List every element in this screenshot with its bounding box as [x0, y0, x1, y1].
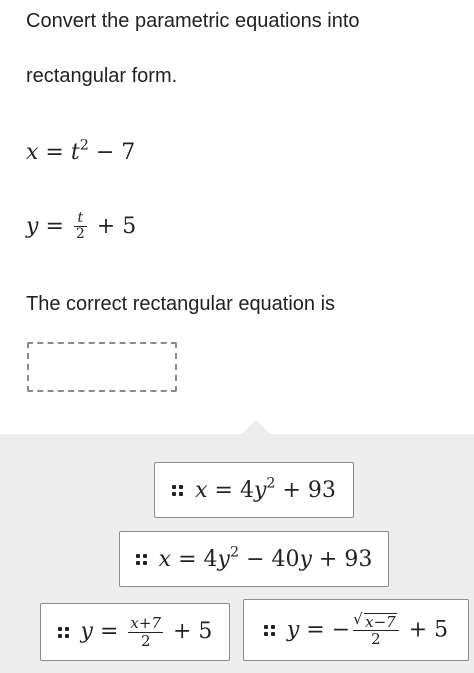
tile4-frac-den: 2: [371, 630, 381, 648]
choice-tile-3[interactable]: [40, 603, 230, 661]
tile4-lhs: y: [286, 617, 300, 642]
tile4-frac-num: [353, 613, 399, 632]
eq-x-lhs: x: [26, 140, 39, 165]
tile1-var: y: [253, 477, 267, 503]
tile4-sign: −: [331, 617, 351, 642]
eq-y-lhs: y: [26, 213, 39, 239]
drag-handle-icon[interactable]: [264, 625, 275, 636]
drag-handle-icon[interactable]: [58, 627, 69, 638]
tray-pointer: [242, 420, 270, 434]
answer-drop-zone[interactable]: [27, 342, 177, 392]
eq-y-frac-num: t: [74, 211, 87, 227]
tile3-lhs: y: [80, 619, 93, 644]
tile2-rest: − 40: [246, 546, 300, 572]
tile2-equals: =: [178, 546, 197, 572]
tile4-radicand: x−7: [365, 612, 396, 631]
eq-x-equals: =: [45, 140, 64, 165]
tile1-lhs: x: [195, 477, 208, 503]
tile1-exp: 2: [266, 475, 276, 492]
tile2-lhs: x: [158, 546, 172, 572]
tile1-rest: + 93: [282, 477, 336, 503]
drag-handle-icon[interactable]: [172, 485, 183, 496]
question-prompt-line-2: rectangular form.: [26, 65, 178, 87]
tile2-var: y: [217, 546, 230, 572]
choice-tile-4[interactable]: [243, 599, 469, 661]
tile3-frac-num: x+7: [130, 614, 161, 632]
eq-y-rest: + 5: [96, 213, 137, 239]
equation-x: [26, 139, 135, 167]
answer-prompt: The correct rectangular equation is: [26, 293, 336, 315]
drag-handle-icon[interactable]: [136, 554, 147, 565]
tile2-var2: y: [299, 546, 312, 572]
choice-tile-2[interactable]: [119, 531, 389, 587]
eq-y-fraction: [74, 211, 87, 243]
tile1-coef: 4: [239, 477, 254, 503]
tile3-rest: + 5: [173, 619, 213, 644]
eq-x-exponent: 2: [79, 137, 89, 154]
question-prompt-line-1: Convert the parametric equations into: [26, 10, 360, 32]
sqrt-symbol-icon: [355, 613, 397, 631]
eq-y-equals: =: [45, 213, 64, 239]
equation-y: [26, 211, 136, 243]
eq-y-frac-den: 2: [75, 226, 85, 243]
tile4-rest: + 5: [408, 617, 449, 642]
tile1-equals: =: [214, 477, 233, 503]
choice-tile-1[interactable]: [154, 462, 354, 518]
tile3-frac-den: 2: [140, 631, 151, 650]
eq-x-rest: − 7: [95, 140, 136, 165]
tile4-equals: =: [306, 617, 325, 642]
tile2-exp: 2: [229, 544, 240, 561]
tile3-equals: =: [99, 619, 119, 644]
eq-x-base: t: [70, 140, 80, 165]
tile2-coef: 4: [203, 546, 218, 572]
tile3-fraction: [128, 615, 163, 649]
tile2-rest2: + 93: [318, 546, 373, 572]
tile4-fraction: [353, 613, 399, 648]
